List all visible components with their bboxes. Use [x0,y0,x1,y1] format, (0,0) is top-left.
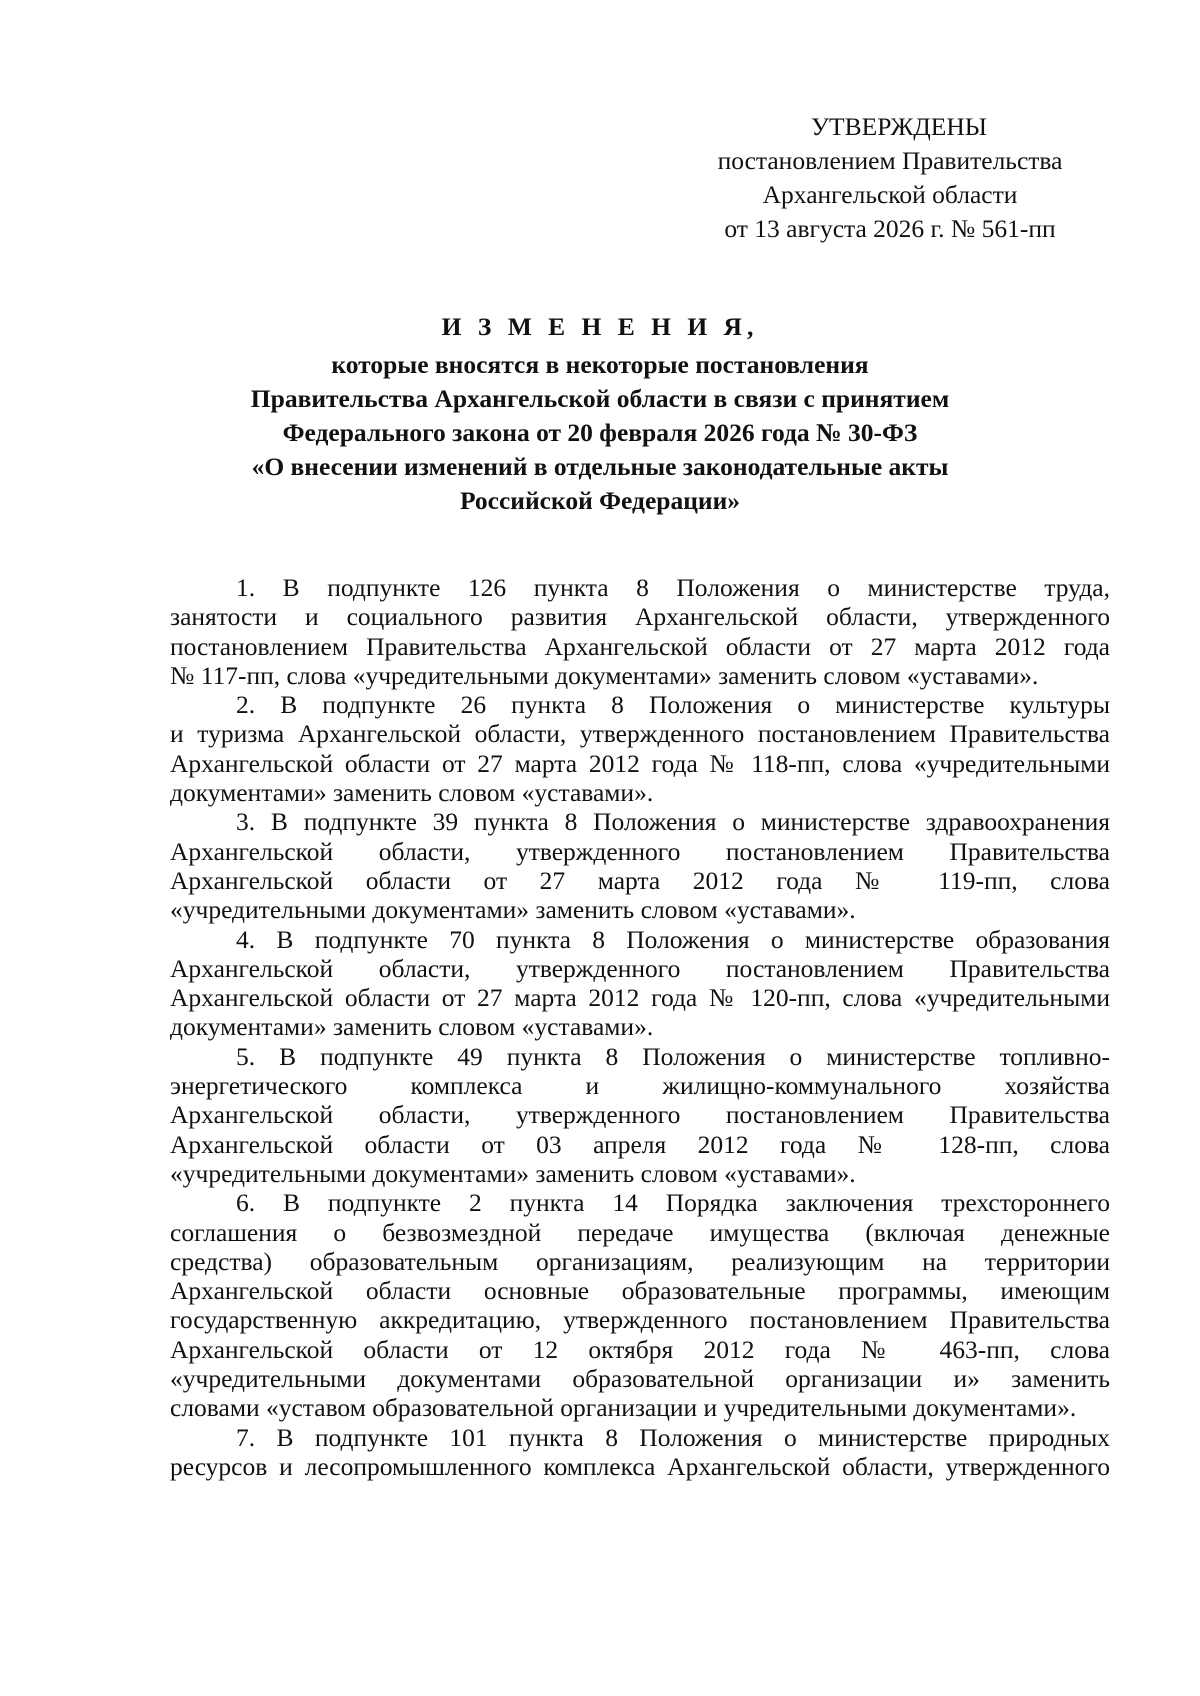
paragraph-line: № 117-пп, слова «учредительными документами» заменить словом «уставами». [170,660,1039,690]
paragraph-line: Архангельской области от 27 марта 2012 года № 120-пп, слова «учредительными [170,983,1110,1013]
paragraph-line: Архангельской области от 03 апреля 2012 года № 128-пп, слова [170,1129,1110,1159]
approval-heading: УТВЕРЖДЕНЫ [811,112,987,141]
paragraph-line: Архангельской области, утвержденного постановлением Правительства [170,1100,1110,1130]
approval-stamp [680,110,1100,246]
paragraph-line: документами» заменить словом «уставами». [170,1012,654,1042]
paragraph-line: 4. В подпункте 70 пункта 8 Положения о министерстве образования [236,924,1110,954]
paragraph-line: Архангельской области основные образовательные программы, имеющим [170,1276,1110,1306]
paragraph-line: Архангельской области от 27 марта 2012 года № 119-пп, слова [170,865,1110,895]
paragraph-line: «учредительными документами» заменить словом «уставами». [170,1158,856,1188]
paragraph-item-5 [170,1042,1110,1188]
approval-line: постановлением Правительства [717,146,1063,175]
paragraph-item-1 [170,573,1110,690]
paragraph-line: «учредительными документами образовательной организации и» заменить [170,1364,1110,1394]
title-line: Правительства Архангельской области в связи с принятием [250,384,950,413]
paragraph-line: Архангельской области от 12 октября 2012 года № 463-пп, слова [170,1334,1110,1364]
paragraph-line: средства) образовательным организациям, реализующим на территории [170,1246,1110,1276]
paragraph-item-2 [170,690,1110,807]
paragraph-line: 3. В подпункте 39 пункта 8 Положения о министерстве здравоохранения [236,807,1110,837]
paragraph-line: 7. В подпункте 101 пункта 8 Положения о министерстве природных [236,1422,1110,1452]
paragraph-line: Архангельской области, утвержденного постановлением Правительства [170,953,1110,983]
title-keyword: И З М Е Н Е Н И Я, [441,312,759,341]
paragraph-line: Архангельской области, утвержденного постановлением Правительства [170,836,1110,866]
title-line: Федерального закона от 20 февраля 2026 года № 30-ФЗ [282,418,918,447]
paragraph-line: словами «уставом образовательной организации и учредительными документами». [170,1393,1077,1423]
paragraph-line: 1. В подпункте 126 пункта 8 Положения о министерстве труда, [236,573,1110,602]
paragraph-line: документами» заменить словом «уставами». [170,778,654,808]
paragraph-line: государственную аккредитацию, утвержденного постановлением Правительства [170,1305,1110,1335]
title-line: которые вносятся в некоторые постановления [331,350,869,379]
paragraph-line: Архангельской области от 27 марта 2012 года № 118-пп, слова «учредительными [170,748,1110,778]
paragraph-item-7 [170,1423,1110,1482]
paragraph-line: энергетического комплекса и жилищно-коммунального хозяйства [170,1071,1110,1101]
paragraph-line: постановлением Правительства Архангельской области от 27 марта 2012 года [170,631,1110,661]
paragraph-line: 6. В подпункте 2 пункта 14 Порядка заключения трехстороннего [236,1188,1110,1218]
document-title [170,310,1030,518]
title-line: Российской Федерации» [459,486,741,515]
paragraph-line: соглашения о безвозмездной передаче имущества (включая денежные [170,1217,1110,1247]
document-body [170,573,1110,1481]
approval-line: Архангельской области [762,180,1018,209]
paragraph-line: «учредительными документами» заменить словом «уставами». [170,895,856,925]
title-line: «О внесении изменений в отдельные законодательные акты [251,452,949,481]
approval-date-number: от 13 августа 2026 г. № 561-пп [724,214,1056,243]
paragraph-line: 2. В подпункте 26 пункта 8 Положения о министерстве культуры [236,690,1110,720]
paragraph-line: 5. В подпункте 49 пункта 8 Положения о министерстве топливно- [236,1041,1110,1071]
paragraph-line: занятости и социального развития Архангельской области, утвержденного [170,602,1110,632]
paragraph-line: и туризма Архангельской области, утвержденного постановлением Правительства [170,719,1110,749]
paragraph-item-4 [170,925,1110,1042]
paragraph-line: ресурсов и лесопромышленного комплекса Архангельской области, утвержденного [170,1451,1110,1481]
paragraph-item-3 [170,807,1110,924]
paragraph-item-6 [170,1188,1110,1422]
